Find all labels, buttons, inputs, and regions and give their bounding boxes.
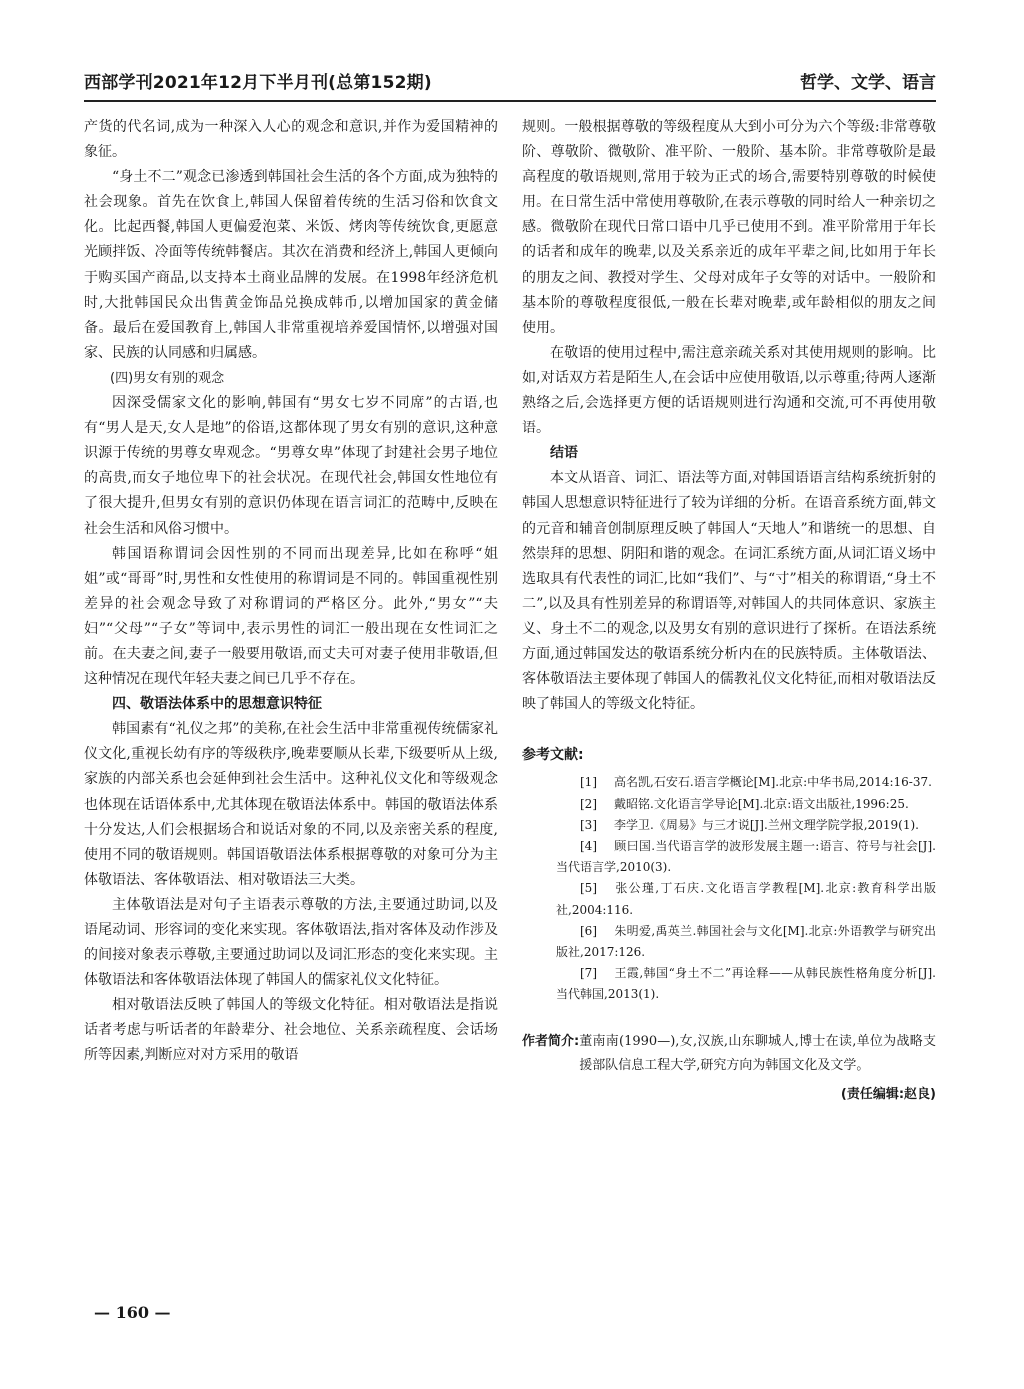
paragraph: 本文从语音、词汇、语法等方面,对韩国语语言结构系统折射的韩国人思想意识特征进行了较为详细的分析。在语音系统方面,韩文的元音和辅音创制原理反映了韩国人“天地人”和谐统一的思想、自然崇拜的思想、阴阳和谐的观念。在词汇系统方面,从词汇语义场中选取具有代表性的词汇,比如“我们”、与“寸”相关的称谓语,“身土不二”,以及具有性别差异的称谓语等,对韩国人的共同体意识、家族主义、身土不二的观念,以及男女有别的意识进行了探析。在语法系统方面,通过韩国发达的敬语系统分析内在的民族特质。主体敬语法、客体敬语法主要体现了韩国人的儒教礼仪文化特征,而相对敬语法反映了韩国人的等级文化特征。 [522,470,936,713]
paragraph: 相对敬语法反映了韩国人的等级文化特征。相对敬语法是指说话者考虑与听话者的年龄辈分、社会地位、关系亲疏程度、会话场所等因素,判断应对对方采用的敬语 [84,997,498,1064]
subsection-heading: (四)男女有别的观念 [110,370,225,386]
reference-number: [7] [580,966,597,981]
responsible-editor: (责任编辑:赵良) [840,1086,936,1102]
right-column [522,115,936,1107]
reference-number: [1] [580,775,597,790]
paragraph: “身土不二”观念已渗透到韩国社会生活的各个方面,成为独特的社会现象。首先在饮食上,韩国人保留着传统的生活习俗和饮食文化。比起西餐,韩国人更偏爱泡菜、米饭、烤肉等传统饮食,更愿意光顾拌饭、冷面等传统韩餐店。其次在消费和经济上,韩国人更倾向于购买国产商品,以支持本土商业品牌的发展。在1998年经济危机时,大批韩国民众出售黄金饰品兑换成韩币,以增加国家的黄金储备。最后在爱国教育上,韩国人非常重视培养爱国情怀,以增强对国家、民族的认同感和归属感。 [84,169,498,361]
author-bio-text: 董南南(1990—),女,汉族,山东聊城人,博士在读,单位为战略支援部队信息工程大学,研究方向为韩国文化及文学。 [579,1033,936,1073]
running-header [84,66,936,102]
reference-item [522,921,936,963]
author-bio-label: 作者简介: [522,1033,580,1049]
reference-item [522,878,936,920]
reference-number: [5] [580,881,597,896]
reference-text: 张公瑾,丁石庆.文化语言学教程[M].北京:教育科学出版社,2004:116. [556,881,936,917]
references-list [522,772,936,1005]
reference-text: 戴昭铭.文化语言学导论[M].北京:语文出版社,1996:25. [614,796,909,811]
reference-number: [3] [580,817,597,832]
left-column [84,115,498,1069]
journal-title: 西部学刊2021年12月下半月刊(总第152期) [84,73,432,93]
paragraph: 韩国语称谓词会因性别的不同而出现差异,比如在称呼“姐姐”或“哥哥”时,男性和女性使用的称谓词是不同的。韩国重视性别差异的社会观念导致了对称谓词的严格区分。此外,“男女”“夫妇”“父母”“子女”等词中,表示男性的词汇一般出现在女性词汇之前。在夫妻之间,妻子一般要用敬语,而丈夫可对妻子使用非敬语,但这种情况在现代年轻夫妻之间已几乎不存在。 [84,545,498,688]
reference-item [522,815,936,836]
reference-text: 高名凯,石安石.语言学概论[M].北京:中华书局,2014:16-37. [614,775,932,790]
paragraph: 主体敬语法是对句子主语表示尊敬的方法,主要通过助词,以及语尾动词、形容词的变化来实现。客体敬语法,指对客体及动作涉及的间接对象表示尊敬,主要通过助词以及词汇形态的变化来实现。主体敬语法和客体敬语法体现了韩国人的儒家礼仪文化特征。 [84,896,498,989]
page-number: — 160 — [94,1303,171,1322]
paragraph: 产货的代名词,成为一种深入人心的观念和意识,并作为爱国精神的象征。 [84,119,498,161]
references-title: 参考文献: [522,747,584,764]
reference-text: 朱明爱,禹英兰.韩国社会与文化[M].北京:外语教学与研究出版社,2017:126. [556,923,936,959]
conclusion-heading: 结语 [550,445,578,462]
paragraph: 因深受儒家文化的影响,韩国有“男女七岁不同席”的古语,也有“男人是天,女人是地”的俗语,这都体现了男女有别的意识,这种意识源于传统的男尊女卑观念。“男尊女卑”体现了封建社会男子地位的高贵,而女子地位卑下的社会状况。在现代社会,韩国女性地位有了很大提升,但男女有别的意识仍体现在语言词汇的范畴中,反映在社会生活和风俗习惯中。 [84,395,498,537]
section-heading: 四、敬语法体系中的思想意识特征 [112,696,322,713]
paragraph: 在敬语的使用过程中,需注意亲疏关系对其使用规则的影响。比如,对话双方若是陌生人,在会话中应使用敬语,以示尊重;待两人逐渐熟络之后,会选择更方便的话语规则进行沟通和交流,可不再使用敬语。 [522,344,936,437]
reference-item [522,772,936,793]
paragraph: 规则。一般根据尊敬的等级程度从大到小可分为六个等级:非常尊敬阶、尊敬阶、微敬阶、准平阶、一般阶、基本阶。非常尊敬阶是最高程度的敬语规则,常用于较为正式的场合,需要特别尊敬的时候使用。在日常生活中常使用尊敬阶,在表示尊敬的同时给人一种亲切之感。微敬阶在现代日常口语中几乎已使用不到。准平阶常用于年长的话者和成年的晚辈,以及关系亲近的成年平辈之间,比如用于年长的朋友之间、教授对学生、父母对成年子女等的对话中。一般阶和基本阶的尊敬程度很低,一般在长辈对晚辈,或年龄相似的朋友之间使用。 [522,119,936,336]
paragraph: 韩国素有“礼仪之邦”的美称,在社会生活中非常重视传统儒家礼仪文化,重视长幼有序的等级秩序,晚辈要顺从长辈,下级要听从上级,家族的内部关系也会延伸到社会生活中。这种礼仪文化和等级观念也体现在话语体系中,尤其体现在敬语法体系中。韩国的敬语法体系十分发达,人们会根据场合和说话对象的不同,以及亲密关系的程度,使用不同的敬语规则。韩国语敬语法体系根据尊敬的对象可分为主体敬语法、客体敬语法、相对敬语法三大类。 [84,721,498,888]
reference-number: [2] [580,796,597,811]
reference-text: 顾曰国.当代语言学的波形发展主题一:语言、符号与社会[J].当代语言学,2010(3). [556,838,936,875]
reference-number: [4] [580,838,597,853]
author-bio [522,1030,936,1078]
section-title: 哲学、文学、语言 [800,73,936,93]
reference-item [522,963,936,1005]
reference-text: 王霞,韩国“身土不二”再诠释——从韩民族性格角度分析[J].当代韩国,2013(1). [556,966,936,1002]
reference-number: [6] [580,923,597,938]
reference-item [522,836,936,878]
reference-text: 李学卫.《周易》与三才说[J].兰州文理学院学报,2019(1). [614,817,919,832]
reference-item [522,794,936,815]
